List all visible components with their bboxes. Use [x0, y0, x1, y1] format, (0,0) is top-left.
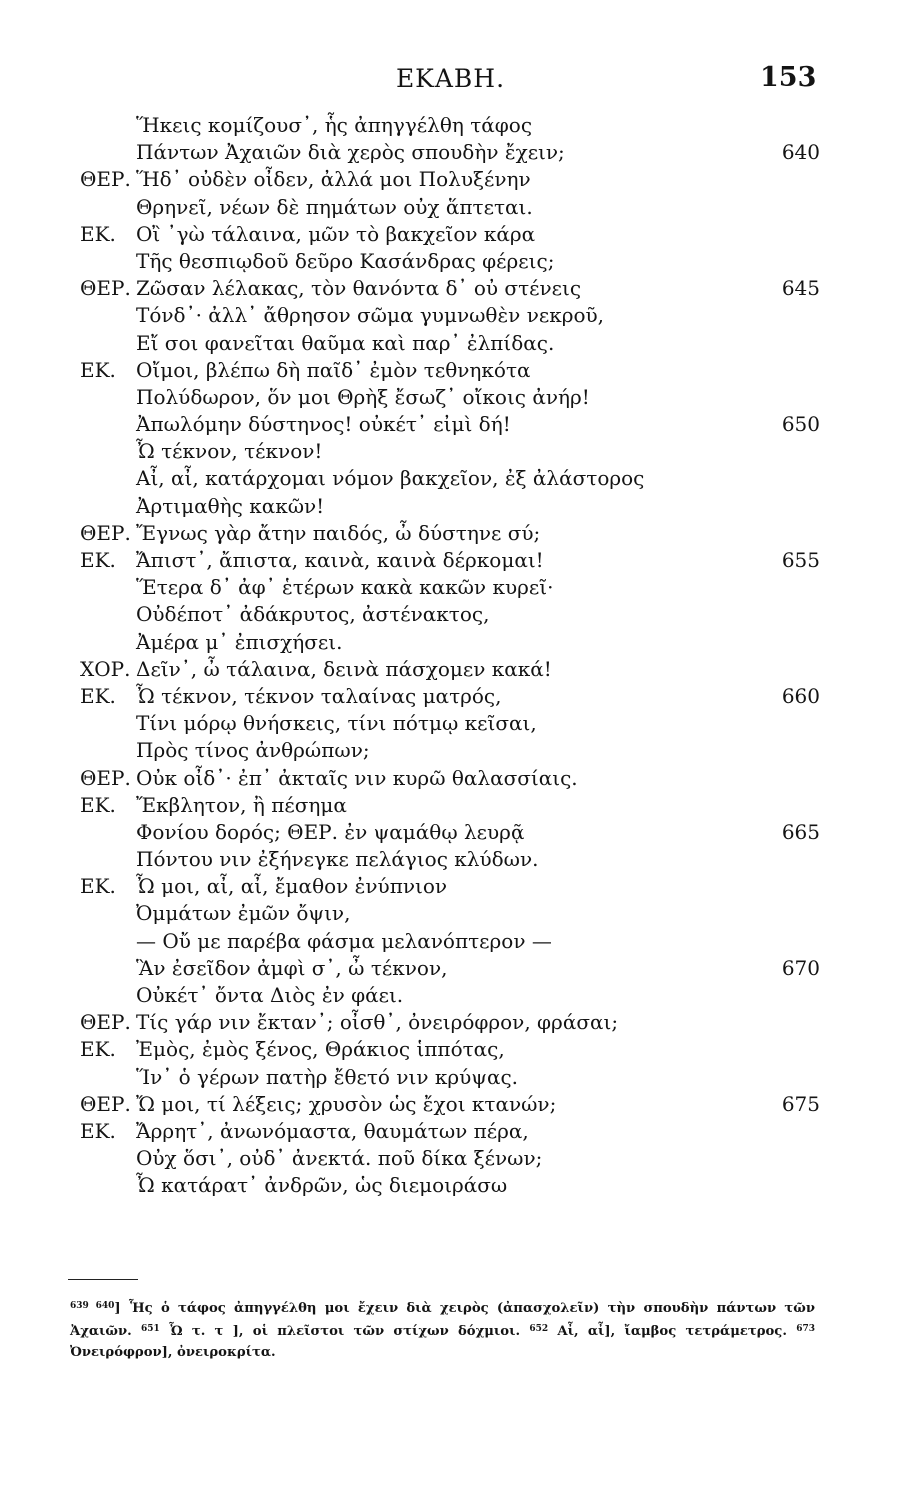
verse-text-line: Αἶ, αἶ, κατάρχομαι νόμον βακχεῖον, ἐξ ἀλάστορος — [136, 466, 645, 491]
verse-line — [80, 928, 820, 955]
verse-line — [80, 900, 820, 927]
verse-text-line: Τίς γάρ νιν ἔκταν᾽; οἶσθ᾽, ὀνειρόφρον, φράσαι; — [136, 1010, 619, 1035]
verse-text-line: Τίνι μόρῳ θνήσκεις, τίνι πότμῳ κεῖσαι, — [136, 711, 537, 736]
speaker-label: ΕΚ. — [80, 357, 116, 382]
verse-text-line: Οὐκέτ᾽ ὄντα Διὸς ἐν φάει. — [136, 983, 404, 1007]
verse-text-line: Ἐμὸς, ἐμὸς ξένος, Θράκιος ἱππότας, — [136, 1037, 505, 1062]
verse-line — [80, 873, 820, 900]
verse-line — [80, 656, 820, 683]
verse-text-line: Ἥδ᾽ οὐδὲν οἶδεν, ἀλλά μοι Πολυξένην — [136, 167, 531, 192]
verse-text-line: Τῆς θεσπιῳδοῦ δεῦρο Κασάνδρας φέρεις; — [136, 248, 555, 273]
verse-line — [80, 1118, 820, 1145]
speaker-label: ΕΚ. — [80, 792, 116, 817]
speaker-label: ΕΚ. — [80, 221, 116, 246]
verse-line — [80, 1009, 820, 1036]
verse-line — [80, 520, 820, 547]
verse-text-line: Ἃν ἐσεῖδον ἀμφὶ σ᾽, ὦ τέκνον, — [136, 955, 448, 980]
footnote-ref: 652 — [529, 1324, 549, 1334]
footnote-text: ] Ἧς ὁ τάφος ἀπηγγέλθη μοι ἔχειν διὰ χειρὸς (ἀπασχολεῖν) τὴν σπουδὴν πάντων τῶν Ἀχαιῶν. — [70, 1301, 815, 1339]
speaker-label: ΧΟΡ. — [80, 656, 131, 681]
verse-line — [80, 465, 820, 492]
footnotes — [70, 1296, 815, 1363]
speaker-label: ΕΚ. — [80, 1118, 116, 1143]
footnote-ref: 639 640 — [70, 1301, 115, 1311]
verse-line — [80, 955, 820, 982]
verse-text-line: Ἀπωλόμην δύστηνος! οὐκέτ᾽ εἰμὶ δή! — [136, 412, 511, 437]
speaker-label: ΘΕΡ. — [80, 520, 131, 545]
verse-line — [80, 275, 820, 302]
line-number: 650 — [781, 412, 820, 437]
footnote-ref: 673 — [796, 1324, 815, 1334]
speaker-label: ΕΚ. — [80, 1037, 116, 1062]
speaker-label: ΕΚ. — [80, 548, 116, 572]
line-number: 665 — [781, 819, 820, 844]
verse-line — [80, 629, 820, 656]
footnote-text: Ὀνειρόφρον], ὀνειροκρίτα. — [70, 1345, 276, 1360]
verse-text-line: Ζῶσαν λέλακας, τὸν θανόντα δ᾽ οὐ στένεις — [136, 276, 582, 301]
verse-text-line: — Οὔ με παρέβα φάσμα μελανόπτερον — — [136, 928, 552, 953]
speaker-label: ΘΕΡ. — [80, 1091, 131, 1116]
verse-text-line: Πάντων Ἀχαιῶν διὰ χερὸς σπουδὴν ἔχειν; — [136, 140, 565, 165]
line-number: 670 — [781, 955, 820, 980]
footnote-text: Αἶ, αἶ], ἴαμβος τετράμετρος. — [557, 1324, 787, 1339]
verse-line — [80, 710, 820, 737]
line-number: 655 — [781, 548, 820, 572]
speaker-label: ΘΕΡ. — [80, 276, 131, 301]
speaker-label: ΕΚ. — [80, 683, 116, 708]
verse-line — [80, 819, 820, 846]
verse-text-line: Ἥκεις κομίζουσ᾽, ἧς ἀπηγγέλθη τάφος — [136, 113, 533, 137]
verse-text-line: Ὦ μοι, αἶ, αἶ, ἔμαθον ἐνύπνιον — [136, 874, 448, 899]
verse-text-line: Πρὸς τίνος ἀνθρώπων; — [136, 738, 370, 763]
verse-line — [80, 1064, 820, 1091]
verse-text — [80, 112, 820, 1200]
verse-text-line: Ἄρρητ᾽, ἀνωνόμαστα, θαυμάτων πέρα, — [136, 1118, 529, 1143]
verse-text-line: Θρηνεῖ, νέων δὲ πημάτων οὐχ ἅπτεται. — [136, 194, 533, 219]
verse-line — [80, 330, 820, 357]
verse-text-line: Ὦ τέκνον, τέκνον! — [136, 439, 323, 464]
verse-line — [80, 302, 820, 329]
verse-line — [80, 737, 820, 764]
verse-text-line: Οὐδέποτ᾽ ἀδάκρυτος, ἀστένακτος, — [136, 602, 490, 627]
verse-text-line: Ἕτερα δ᾽ ἀφ᾽ ἑτέρων κακὰ κακῶν κυρεῖ· — [136, 575, 554, 600]
verse-text-line: Ὦ κατάρατ᾽ ἀνδρῶν, ὡς διεμοιράσω — [136, 1173, 508, 1198]
verse-text-line: Ὤ μοι, τί λέξεις; χρυσὸν ὡς ἔχοι κτανών; — [136, 1091, 557, 1116]
verse-line — [80, 384, 820, 411]
verse-line — [80, 792, 820, 819]
speaker-label: ΕΚ. — [80, 874, 116, 899]
verse-text-line: Δεῖν᾽, ὦ τάλαινα, δεινὰ πάσχομεν κακά! — [136, 656, 552, 681]
verse-text-line: Φονίου δορός; ΘΕΡ. ἐν ψαμάθῳ λευρᾷ — [136, 819, 525, 844]
verse-text-line: Ὀμμάτων ἐμῶν ὄψιν, — [136, 901, 351, 926]
verse-line — [80, 1172, 820, 1199]
verse-line — [80, 1145, 820, 1172]
verse-text-line: Εἴ σοι φανεῖται θαῦμα καὶ παρ᾽ ἐλπίδας. — [136, 330, 555, 355]
verse-line — [80, 765, 820, 792]
verse-text-line: Ὦ τέκνον, τέκνον ταλαίνας ματρός, — [136, 683, 502, 708]
line-number: 640 — [781, 140, 820, 165]
verse-line — [80, 683, 820, 710]
verse-text-line: Τόνδ᾽· ἀλλ᾽ ἄθρησον σῶμα γυμνωθὲν νεκροῦ, — [136, 303, 605, 328]
speaker-label: ΘΕΡ. — [80, 765, 131, 790]
verse-line — [80, 248, 820, 275]
verse-text-line: Οὐκ οἶδ᾽· ἐπ᾽ ἀκταῖς νιν κυρῶ θαλασσίαις. — [136, 765, 578, 790]
speaker-label: ΘΕΡ. — [80, 167, 131, 192]
verse-line — [80, 194, 820, 221]
verse-line — [80, 411, 820, 438]
line-number: 645 — [781, 276, 820, 301]
verse-line — [80, 112, 820, 139]
verse-text-line: Ἔκβλητον, ἢ πέσημα — [136, 792, 347, 817]
verse-text-line: Πολύδωρον, ὅν μοι Θρὴξ ἔσωζ᾽ οἴκοις ἀνήρ! — [136, 384, 590, 409]
verse-text-line: Ἄπιστ᾽, ἄπιστα, καινὰ, καινὰ δέρκομαι! — [136, 548, 544, 572]
verse-line — [80, 1036, 820, 1063]
footnote-ref: 651 — [141, 1324, 160, 1334]
line-number: 675 — [781, 1091, 820, 1116]
page-number: 153 — [760, 62, 817, 93]
verse-line — [80, 438, 820, 465]
footnote-rule — [68, 1279, 138, 1280]
verse-text-line: Πόντου νιν ἐξήνεγκε πελάγιος κλύδων. — [136, 847, 539, 872]
verse-line — [80, 846, 820, 873]
verse-line — [80, 574, 820, 601]
verse-text-line: Ἀρτιμαθὴς κακῶν! — [136, 493, 325, 518]
line-number: 660 — [781, 683, 820, 708]
verse-line — [80, 601, 820, 628]
running-header-title: ΕΚΑΒΗ. — [395, 64, 506, 93]
verse-line — [80, 493, 820, 520]
verse-line — [80, 139, 820, 166]
verse-line — [80, 547, 820, 574]
verse-line — [80, 982, 820, 1009]
verse-text-line: Οἲ ᾽γὼ τάλαινα, μῶν τὸ βακχεῖον κάρα — [136, 221, 536, 246]
verse-line — [80, 1091, 820, 1118]
verse-line — [80, 221, 820, 248]
verse-text-line: Ἵν᾽ ὁ γέρων πατὴρ ἔθετό νιν κρύψας. — [136, 1064, 519, 1089]
verse-line — [80, 166, 820, 193]
verse-text-line: Οὐχ ὅσι᾽, οὐδ᾽ ἀνεκτά. ποῦ δίκα ξένων; — [136, 1146, 543, 1171]
footnote-text: Ὦ τ. τ ], οἱ πλεῖστοι τῶν στίχων δόχμιοι. — [169, 1324, 521, 1339]
verse-text-line: Ἔγνως γὰρ ἄτην παιδός, ὦ δύστηνε σύ; — [136, 520, 541, 545]
verse-text-line: Ἀμέρα μ᾽ ἐπισχήσει. — [136, 629, 343, 654]
verse-text-line: Οἴμοι, βλέπω δὴ παῖδ᾽ ἐμὸν τεθνηκότα — [136, 357, 531, 382]
verse-line — [80, 357, 820, 384]
speaker-label: ΘΕΡ. — [80, 1010, 131, 1035]
